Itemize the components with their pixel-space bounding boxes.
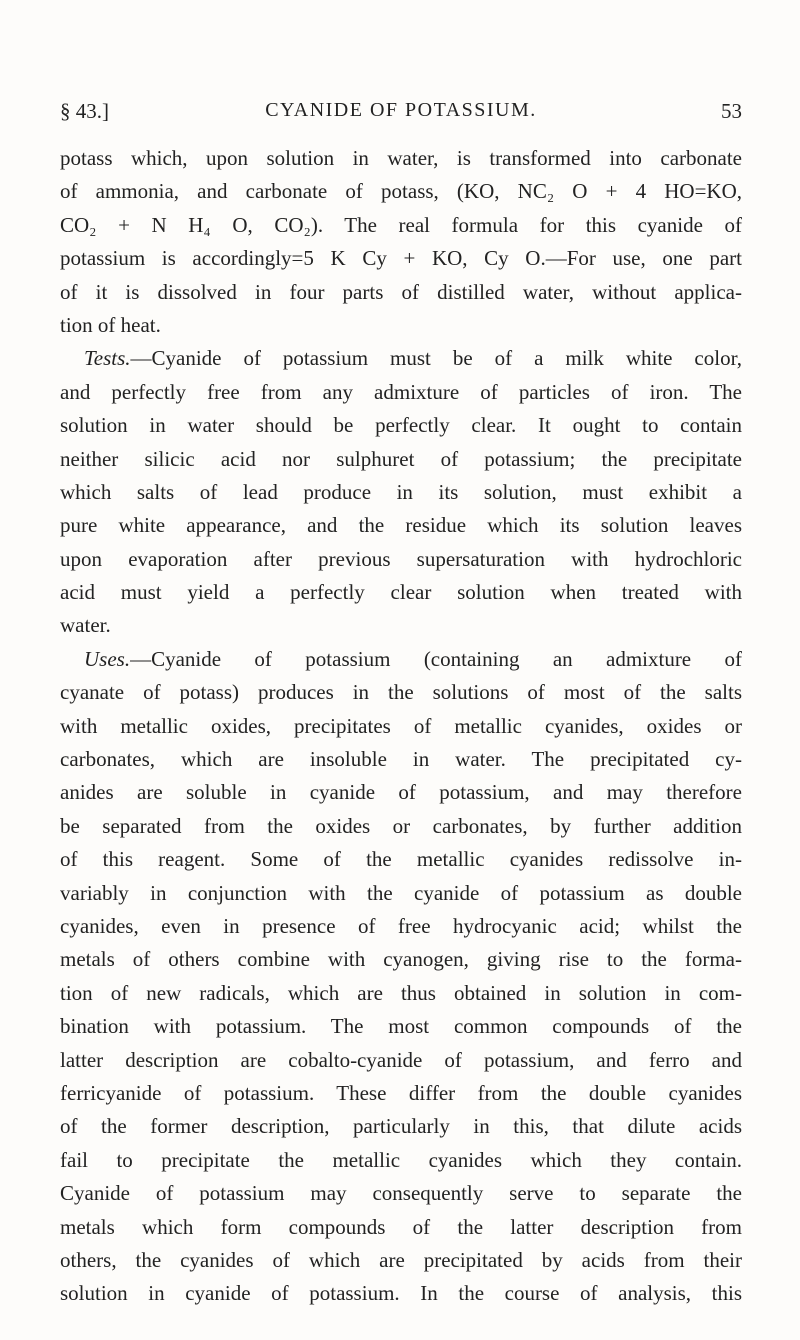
- text-line: tion of new radicals, which are thus obtained in solution in com-: [60, 980, 742, 1005]
- tests-heading: Tests.: [84, 346, 131, 371]
- text-line: of this reagent. Some of the metallic cyanides redissolve in-: [60, 847, 742, 872]
- text-line: with metallic oxides, precipitates of metallic cyanides, oxides or: [60, 713, 742, 738]
- text-line: upon evaporation after previous supersaturation with hydrochloric: [60, 546, 742, 571]
- text-line: and perfectly free from any admixture of particles of iron. The: [60, 379, 742, 404]
- running-title: CYANIDE OF POTASSIUM.: [265, 99, 537, 121]
- text-line: anides are soluble in cyanide of potassium, and may therefore: [60, 780, 742, 805]
- text-line: CO₂ + N H₄ O, CO₂). The real formula for this cyanide of: [60, 212, 742, 237]
- text-line: Cyanide of potassium may consequently serve to separate the: [60, 1181, 742, 1206]
- text-line: cyanate of potass) produces in the solutions of most of the salts: [60, 680, 742, 705]
- section-marker: § 43.]: [60, 99, 109, 123]
- text-line: others, the cyanides of which are precipitated by acids from their: [60, 1247, 742, 1272]
- text-line: of the former description, particularly in this, that dilute acids: [60, 1114, 742, 1139]
- text-line-uses-heading: Uses.—Cyanide of potassium (containing an admixture of: [84, 646, 742, 671]
- running-header: [60, 99, 742, 133]
- text-line: which salts of lead produce in its solution, must exhibit a: [60, 479, 742, 504]
- text-line: cyanides, even in presence of free hydrocyanic acid; whilst the: [60, 913, 742, 938]
- text-line: be separated from the oxides or carbonates, by further addition: [60, 813, 742, 838]
- text-line: of it is dissolved in four parts of distilled water, without applica-: [60, 279, 742, 304]
- text-line: potassium is accordingly=5 K Cy + KO, Cy O.—For use, one part: [60, 246, 742, 271]
- text-line: neither silicic acid nor sulphuret of potassium; the precipitate: [60, 446, 742, 471]
- page-number: 53: [721, 99, 742, 123]
- text-line: potass which, upon solution in water, is transformed into carbonate: [60, 146, 742, 170]
- text-line: bination with potassium. The most common compounds of the: [60, 1014, 742, 1039]
- uses-heading: Uses.: [84, 646, 131, 671]
- text-line: fail to precipitate the metallic cyanides which they contain.: [60, 1147, 742, 1172]
- body-text: [60, 142, 742, 1311]
- text-line: pure white appearance, and the residue which its solution leaves: [60, 513, 742, 538]
- text-line: variably in conjunction with the cyanide of potassium as double: [60, 880, 742, 905]
- text-line: of ammonia, and carbonate of potass, (KO, NC₂ O + 4 HO=KO,: [60, 179, 742, 204]
- text-line: tion of heat.: [60, 312, 161, 337]
- text-line: ferricyanide of potassium. These differ from the double cyanides: [60, 1080, 742, 1105]
- text-line: latter description are cobalto-cyanide of potassium, and ferro and: [60, 1047, 742, 1072]
- text-line: acid must yield a perfectly clear solution when treated with: [60, 580, 742, 605]
- text-line: metals which form compounds of the latter description from: [60, 1214, 742, 1239]
- text-line: carbonates, which are insoluble in water. The precipitated cy-: [60, 747, 742, 772]
- text-line-tests-heading: Tests.—Cyanide of potassium must be of a milk white color,: [84, 346, 742, 371]
- text-line: metals of others combine with cyanogen, giving rise to the forma-: [60, 947, 742, 972]
- text-line: solution in cyanide of potassium. In the course of analysis, this: [60, 1281, 742, 1306]
- text-line: solution in water should be perfectly clear. It ought to contain: [60, 413, 742, 438]
- text-line: water.: [60, 613, 111, 638]
